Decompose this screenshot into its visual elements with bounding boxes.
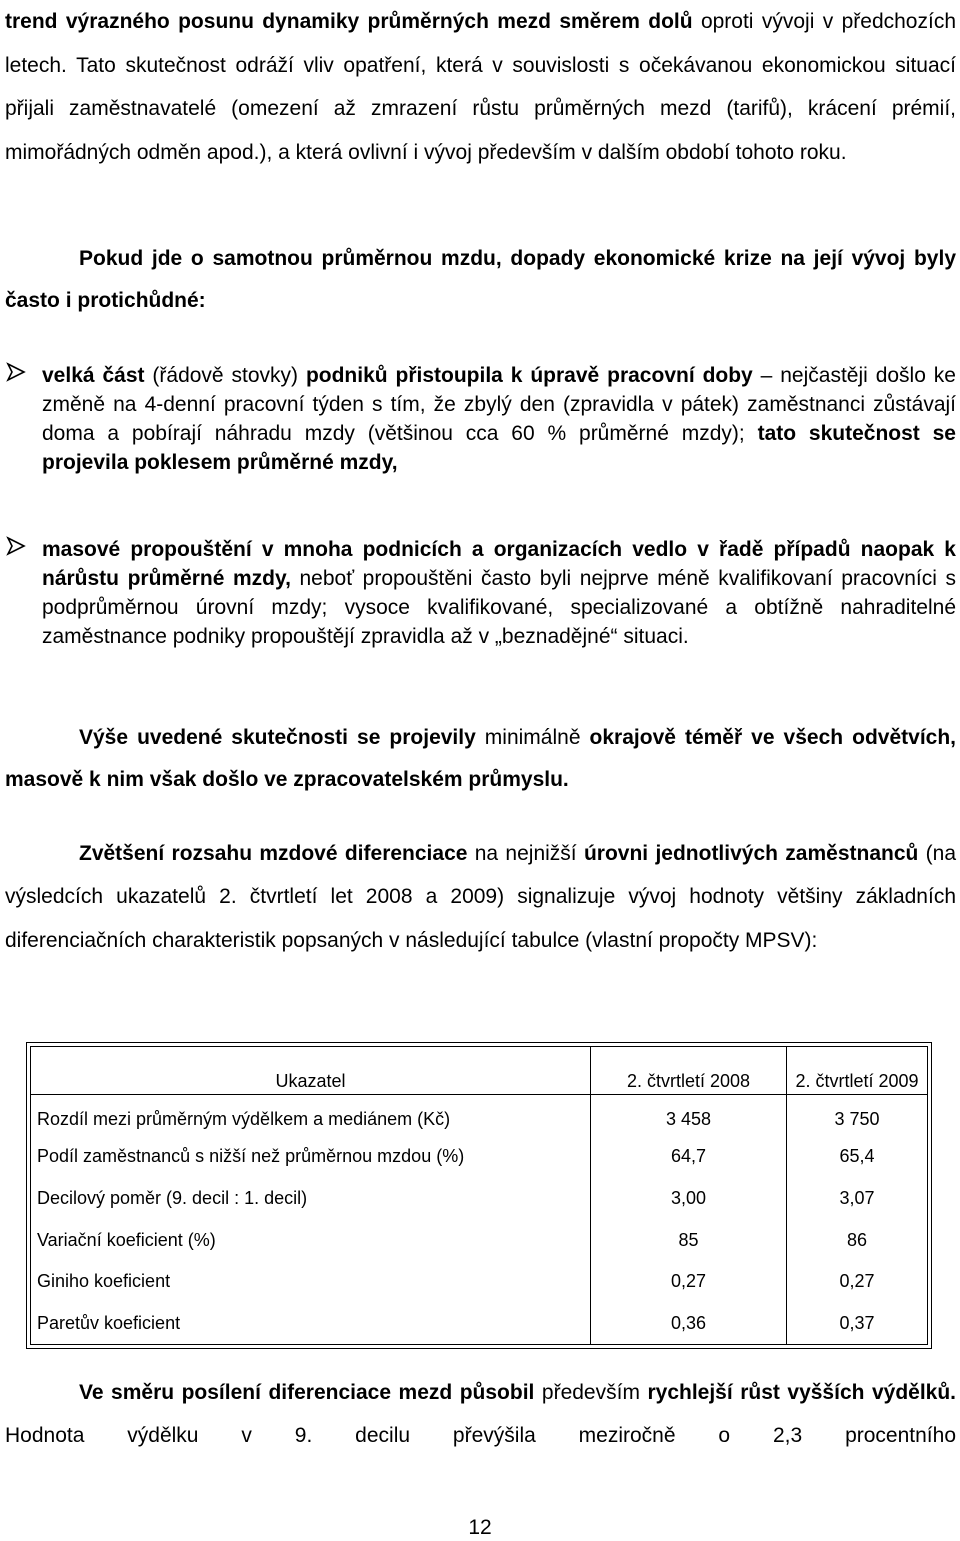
table-cell: Variační koeficient (%): [31, 1219, 591, 1261]
table-cell: 3 750: [787, 1095, 928, 1137]
bullet-text-span: – nejčastěji došlo ke změně na 4-denní pracovní týden s tím, že zbylý den (zpravidla v pátek) zaměstnanci zůstávají doma a pobírají náhradu mzdy (většinou cca 60 % průměrné mzdy);: [42, 364, 956, 445]
table-cell: Decilový poměr (9. decil : 1. decil): [31, 1178, 591, 1220]
table-cell: 65,4: [787, 1136, 928, 1178]
paragraph-higher-earnings: [5, 1371, 956, 1457]
paragraph-differentiation: [5, 832, 956, 962]
table-cell: Rozdíl mezi průměrným výdělkem a mediánem (Kč): [31, 1095, 591, 1137]
paragraph-wage-impacts: [5, 238, 956, 322]
bold-text: velká část: [42, 364, 145, 387]
column-header: 2. čtvrtletí 2009: [787, 1047, 928, 1095]
table-cell: 0,37: [787, 1303, 928, 1345]
table-row: [31, 1219, 928, 1261]
table-cell: 64,7: [591, 1136, 787, 1178]
arrowhead-bullet-icon: [5, 361, 35, 383]
table-cell: Giniho koeficient: [31, 1261, 591, 1303]
bold-text: Výše uvedené skutečnosti se projevily: [79, 726, 476, 749]
table-cell: 0,27: [591, 1261, 787, 1303]
page-number: 12: [468, 1516, 492, 1539]
column-header: Ukazatel: [31, 1047, 591, 1095]
table-cell: 3,07: [787, 1178, 928, 1220]
column-header: 2. čtvrtletí 2008: [591, 1047, 787, 1095]
bullet-text-span: (řádově stovky): [144, 364, 306, 387]
table-row: [31, 1303, 928, 1345]
bold-text: okrajově téměř ve všech odvětvích, masově k nim však došlo ve zpracovatelském průmyslu.: [5, 726, 956, 791]
bullet-text: [42, 361, 956, 477]
table-cell: Podíl zaměstnanců s nižší než průměrnou mzdou (%): [31, 1136, 591, 1178]
arrowhead-bullet-icon: [5, 535, 35, 557]
bold-text: úrovni jednotlivých zaměstnanců: [583, 842, 919, 865]
bullet-text-span: neboť propouštěni často byli nejprve méně kvalifikovaní pracovníci s podprůměrnou úrovní mzdy; vysoce kvalifikované, specializované a obtížně nahraditelné zaměstnance podniky propouštějí zpravidla až v „beznadějné“ situaci.: [42, 567, 956, 648]
differentiation-table: [26, 1042, 932, 1349]
table-row: [31, 1178, 928, 1220]
bold-text: rychlejší růst vyšších výdělků.: [647, 1381, 957, 1404]
paragraph-text: minimálně: [475, 726, 590, 749]
paragraph-intro: [5, 0, 956, 174]
bold-text: podniků přistoupila k úpravě pracovní doby: [305, 364, 753, 387]
bold-text: tato skutečnost se projevila poklesem průměrné mzdy,: [42, 422, 956, 474]
bold-text: masové propouštění v mnoha podnicích a organizacích vedlo v řadě případů naopak k nárůstu průměrné mzdy,: [42, 538, 956, 590]
table-cell: 3,00: [591, 1178, 787, 1220]
data-table: [30, 1046, 928, 1345]
paragraph-text: především: [534, 1381, 648, 1404]
table-row: [31, 1136, 928, 1178]
table-cell: 0,27: [787, 1261, 928, 1303]
table-cell: Paretův koeficient: [31, 1303, 591, 1345]
bold-text: trend výrazného posunu dynamiky průměrných mezd směrem dolů: [5, 10, 693, 33]
paragraph-text: Hodnota výdělku v 9. decilu převýšila meziročně o 2,3 procentního: [5, 1424, 956, 1447]
bold-text: Ve směru posílení diferenciace mezd působil: [79, 1381, 535, 1404]
paragraph-text: na nejnižší: [467, 842, 584, 865]
table-cell: 86: [787, 1219, 928, 1261]
bold-text: Zvětšení rozsahu mzdové diferenciace: [79, 842, 468, 865]
paragraph-text: (na výsledcích ukazatelů 2. čtvrtletí let 2008 a 2009) signalizuje vývoj hodnoty většiny základních diferenciačních charakteristik popsaných v následující tabulce (vlastní propočty MPSV):: [5, 842, 956, 952]
table-row: [31, 1261, 928, 1303]
bullet-text: [42, 535, 956, 651]
table-cell: 85: [591, 1219, 787, 1261]
paragraph-sectors: [5, 717, 956, 801]
paragraph-text: oproti vývoji v předchozích letech. Tato skutečnost odráží vliv opatření, která v souvislosti s očekávanou ekonomickou situací přijali zaměstnavatelé (omezení až zmrazení růstu průměrných mezd (tarifů), krácení prémií, mimořádných odměn apod.), a která ovlivní i vývoj především v dalším období tohoto roku.: [5, 10, 956, 164]
bold-text: Pokud jde o samotnou průměrnou mzdu, dopady ekonomické krize na její vývoj byly často i protichůdné:: [5, 247, 956, 312]
table-cell: 3 458: [591, 1095, 787, 1137]
table-cell: 0,36: [591, 1303, 787, 1345]
table-row: [31, 1095, 928, 1137]
table-header-row: [31, 1047, 928, 1095]
